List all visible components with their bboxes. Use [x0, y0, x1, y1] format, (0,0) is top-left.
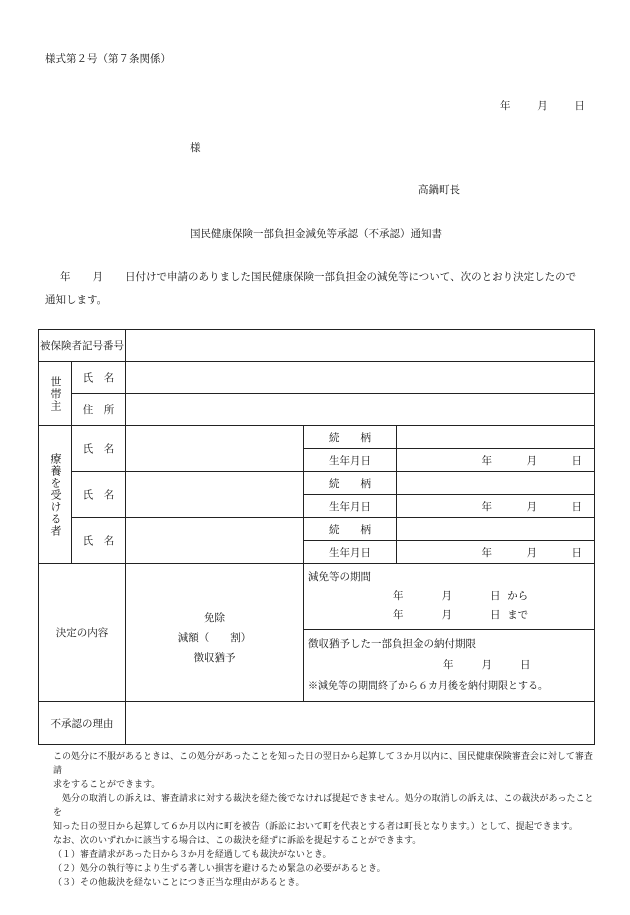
note-line: （２）処分の執行等により生ずる著しい損害を避けるため緊急の必要があるとき。 — [53, 864, 386, 874]
relation-label: 続 柄 — [304, 518, 397, 541]
householder-name-label: 氏 名 — [72, 362, 126, 394]
recipient-3-name-field[interactable] — [126, 518, 304, 564]
issuer: 高鍋町長 — [418, 184, 460, 196]
birthdate-field[interactable]: 年 月 日 — [397, 495, 595, 518]
decision-options[interactable] — [126, 564, 304, 702]
decision-table — [38, 329, 595, 745]
recipient-1-name-label: 氏 名 — [72, 426, 126, 472]
exemption-option[interactable]: 免除 — [204, 611, 225, 624]
appeal-notes — [53, 750, 601, 890]
year-label: 年 — [500, 100, 511, 112]
relation-field[interactable] — [397, 518, 595, 541]
relation-field[interactable] — [397, 426, 595, 449]
birthdate-field[interactable]: 年 月 日 — [397, 449, 595, 472]
document-title: 国民健康保険一部負担金減免等承認（不承認）通知書 — [190, 228, 442, 240]
deferral-option[interactable]: 徴収猶予 — [193, 651, 236, 664]
birthdate-label: 生年月日 — [304, 449, 397, 472]
note-line: この処分に不服があるときは、この処分があったことを知った日の翌日から起算して３か月以内に、国民健康保険審査会に対して審査請 — [53, 752, 593, 776]
insured-number-field[interactable] — [126, 330, 595, 362]
reduction-option[interactable]: 減額（ 割） — [177, 631, 252, 644]
relief-period-cell[interactable] — [304, 564, 595, 630]
recipient-label: 療養を受ける者 — [39, 426, 72, 564]
issue-date — [500, 98, 585, 113]
refusal-reason-field[interactable] — [126, 702, 595, 745]
deadline-note: ※減免等の期間終了から６カ月後を納付期限とする。 — [308, 681, 548, 692]
householder-address-field[interactable] — [126, 394, 595, 426]
householder-label: 世帯主 — [39, 362, 72, 426]
period-from: 年 月 日 から — [393, 590, 529, 602]
note-line: 処分の取消しの訴えは、審査請求に対する裁決を経た後でなければ提起できません。処分の取消しの訴えは、この裁決があったことを — [53, 794, 594, 818]
body-line-1: 年 月 日付けで申請のありました国民健康保険一部負担金の減免等について、次のとおり決定したので — [60, 271, 577, 283]
note-line: 求をすることができます。 — [53, 780, 161, 790]
day-label: 日 — [574, 100, 585, 112]
relief-period-label: 減免等の期間 — [308, 571, 371, 583]
relation-label: 続 柄 — [304, 472, 397, 495]
month-label: 月 — [537, 100, 548, 112]
refusal-reason-label: 不承認の理由 — [39, 702, 126, 745]
relation-field[interactable] — [397, 472, 595, 495]
relation-label: 続 柄 — [304, 426, 397, 449]
note-line: （１）審査請求があった日から３か月を経過しても裁決がないとき。 — [53, 850, 332, 860]
householder-name-field[interactable] — [126, 362, 595, 394]
note-line: （３）その他裁決を経ないことにつき正当な理由があるとき。 — [53, 878, 305, 888]
recipient-3-name-label: 氏 名 — [72, 518, 126, 564]
deadline-date: 年 月 日 — [443, 659, 531, 671]
birthdate-label: 生年月日 — [304, 541, 397, 564]
recipient-1-name-field[interactable] — [126, 426, 304, 472]
insured-number-label: 被保険者記号番号 — [39, 330, 126, 362]
deferral-deadline-cell[interactable] — [304, 630, 595, 702]
deferral-deadline-label: 徴収猶予した一部負担金の納付期限 — [308, 638, 476, 650]
body-line-2: 通知します。 — [45, 294, 108, 306]
period-until: 年 月 日 まで — [393, 609, 529, 621]
form-number: 様式第２号（第７条関係） — [45, 53, 171, 65]
recipient-2-name-label: 氏 名 — [72, 472, 126, 518]
birthdate-label: 生年月日 — [304, 495, 397, 518]
recipient-2-name-field[interactable] — [126, 472, 304, 518]
note-line: なお、次のいずれかに該当する場合は、この裁決を経ずに訴訟を提起することができます。 — [53, 836, 422, 846]
addressee-suffix: 様 — [190, 142, 201, 154]
birthdate-field[interactable]: 年 月 日 — [397, 541, 595, 564]
note-line: 知った日の翌日から起算して６か月以内に町を被告（訴訟において町を代表とする者は町長となります。）として、提起できます。 — [53, 822, 578, 832]
householder-address-label: 住 所 — [72, 394, 126, 426]
decision-label: 決定の内容 — [39, 564, 126, 702]
